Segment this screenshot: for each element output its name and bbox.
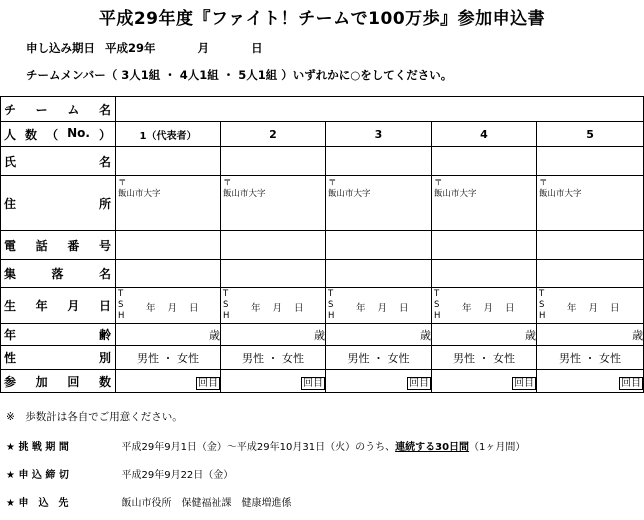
name-field[interactable] [221,147,326,176]
address-city: 飯山市大字 [223,189,266,199]
application-date-era: 平成29年 [105,41,156,55]
row-label-char: 集 [4,267,17,281]
date-units: 年 月 日 [356,302,409,314]
sex-label [1,346,116,370]
birthday-label [1,288,116,324]
page-title: 平成29年度『ファイト！チームで100万歩』参加申込書 [98,9,546,29]
address-city: 飯山市大字 [539,189,582,199]
era-letters: T S H [118,288,125,321]
postal-mark: 〒 [118,178,127,188]
row-label-char: 氏 [4,154,17,169]
phone-field[interactable] [221,231,326,260]
count-unit: 回目 [303,377,323,389]
application-date-day: 日 [251,41,263,55]
postal-mark: 〒 [328,178,337,188]
member-number-3: 3 [326,122,432,147]
row-label-char: 名 [98,102,111,117]
destination-label: ★ 申 込 先 [6,498,69,509]
era-letters: T S H [539,288,546,321]
row-label-char: 年 [35,299,48,313]
village-label [1,260,116,288]
deadline-value: 平成29年9月22日（金） [121,470,234,481]
participation-label [1,370,116,393]
count-unit: 回目 [514,377,534,389]
address-city: 飯山市大字 [328,189,371,199]
row-label-char: （ [46,127,59,142]
row-label-char: 齢 [98,328,111,342]
row-label-char: 参 [4,374,17,389]
member-number-row [1,122,644,147]
village-field[interactable] [537,260,644,288]
count-unit: 回目 [198,377,218,389]
address-row [1,176,644,231]
sex-field[interactable]: 男性 ・ 女性 [116,346,221,370]
age-field[interactable]: 歳 [432,324,537,346]
phone-field[interactable] [116,231,221,260]
birthday-field[interactable] [537,288,644,324]
count-unit: 回目 [621,377,642,389]
row-label-char: ム [67,102,80,117]
sex-field[interactable]: 男性 ・ 女性 [432,346,537,370]
age-field[interactable]: 歳 [221,324,326,346]
row-label-char: 月 [67,299,80,313]
phone-field[interactable] [326,231,432,260]
age-field[interactable]: 歳 [326,324,432,346]
team-members-line: チームメンバー（ 3人1組 ・ 4人1組 ・ 5人1組 ）いずれかに○をしてください。 [26,68,453,82]
phone-label [1,231,116,260]
address-field[interactable] [326,176,432,231]
application-form-table [0,96,644,393]
member-number-4: 4 [432,122,537,147]
age-label [1,324,116,346]
name-field[interactable] [537,147,644,176]
participation-field[interactable] [432,370,537,393]
challenge-period-value: 平成29年9月1日（金）～平成29年10月31日（火）のうち、 [121,442,396,453]
row-label-char: 回 [67,374,80,389]
address-field[interactable] [116,176,221,231]
member-number-1: 1（代表者） [116,122,221,147]
era-letters: T S H [223,288,230,321]
address-field[interactable] [432,176,537,231]
age-field[interactable]: 歳 [116,324,221,346]
team-name-row [1,97,644,122]
phone-field[interactable] [537,231,644,260]
deadline-label: ★ 申 込 締 切 [6,470,69,481]
row-label-char: 名 [98,154,111,169]
row-label-char: 番 [67,238,80,253]
name-label [1,147,116,176]
deadline [6,466,233,481]
birthday-field[interactable] [221,288,326,324]
village-field[interactable] [116,260,221,288]
age-field[interactable]: 歳 [537,324,644,346]
village-field[interactable] [326,260,432,288]
date-units: 年 月 日 [567,302,620,314]
birthday-field[interactable] [326,288,432,324]
row-label-char: 加 [35,374,48,389]
name-field[interactable] [326,147,432,176]
row-label-char: 話 [35,238,48,253]
row-label-char: 日 [98,299,111,313]
sex-row [1,346,644,370]
member-number-label [1,122,116,147]
row-label-char: 号 [98,238,111,253]
sex-field[interactable]: 男性 ・ 女性 [326,346,432,370]
name-field[interactable] [116,147,221,176]
row-label-char: 数 [98,374,111,389]
birthday-row [1,288,644,324]
team-name-label [1,97,116,122]
destination [6,494,291,509]
row-label-char: No. [67,125,90,140]
row-label-char: 性 [4,351,17,365]
date-units: 年 月 日 [146,302,199,314]
village-field[interactable] [432,260,537,288]
row-label-char: 落 [51,267,64,281]
date-units: 年 月 日 [251,302,304,314]
team-name-field[interactable] [116,97,644,122]
row-label-char: 別 [98,351,111,365]
participation-field[interactable] [221,370,326,393]
challenge-period-label: ★ 挑 戦 期 間 [6,442,69,453]
member-number-2: 2 [221,122,326,147]
village-field[interactable] [221,260,326,288]
row-label-char: ー [35,102,48,117]
sex-field[interactable]: 男性 ・ 女性 [537,346,644,370]
destination-value: 飯山市役所 保健福祉課 健康増進係 [121,498,292,509]
era-letters: T S H [328,288,335,321]
address-city: 飯山市大字 [118,189,161,199]
address-field[interactable] [537,176,644,231]
participation-field[interactable] [326,370,432,393]
member-number-5: 5 [537,122,644,147]
application-date-label: 申し込み期日 [26,41,95,55]
age-row [1,324,644,346]
address-label [1,176,116,231]
address-field[interactable] [221,176,326,231]
row-label-char: 人 [4,127,17,142]
participation-field[interactable] [116,370,221,393]
participation-row [1,370,644,393]
birthday-field[interactable] [116,288,221,324]
era-letters: T S H [434,288,441,321]
village-row [1,260,644,288]
participation-field[interactable] [537,370,644,393]
pedometer-note: ※ 歩数計は各自でご用意ください。 [6,411,183,423]
challenge-period-tail: （1ヶ月間） [469,442,526,453]
row-label-char: 年 [4,328,17,342]
row-label-char: 数 [25,127,38,142]
application-date-month: 月 [197,41,210,55]
row-label-char: 電 [4,238,17,253]
challenge-period [6,438,525,453]
row-label-char: 名 [98,267,111,281]
application-date-line [26,40,269,56]
birthday-field[interactable] [432,288,537,324]
date-units: 年 月 日 [462,302,515,314]
sex-field[interactable]: 男性 ・ 女性 [221,346,326,370]
postal-mark: 〒 [223,178,232,188]
postal-mark: 〒 [539,178,548,188]
phone-field[interactable] [432,231,537,260]
row-label-char: 生 [4,299,17,313]
phone-row [1,231,644,260]
row-label-char: ） [98,127,111,142]
address-city: 飯山市大字 [434,189,477,199]
row-label-char: チ [4,102,17,117]
challenge-period-emphasis: 連続する30日間 [395,442,470,453]
count-unit: 回目 [409,377,429,389]
name-field[interactable] [432,147,537,176]
row-label-char: 所 [98,196,111,211]
name-row [1,147,644,176]
postal-mark: 〒 [434,178,443,188]
row-label-char: 住 [4,196,17,211]
